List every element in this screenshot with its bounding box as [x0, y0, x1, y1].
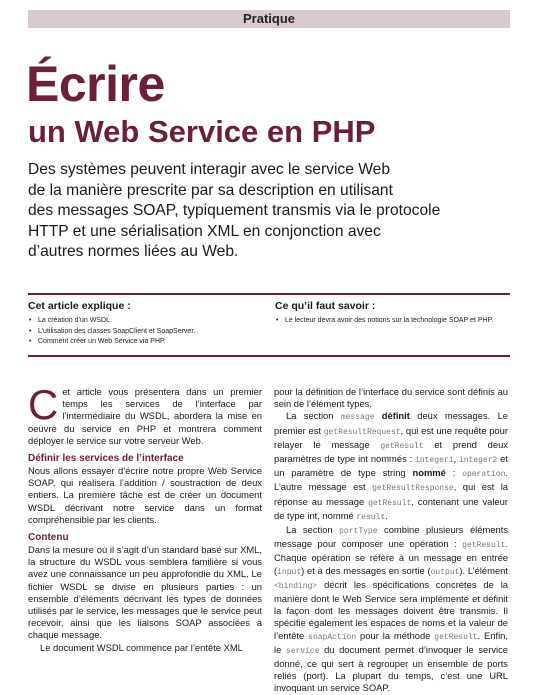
- column-right: [274, 386, 508, 695]
- column-left: [28, 381, 262, 654]
- bold-text: définit: [381, 410, 410, 422]
- text: et prend deux paramètres de type int nommés :: [274, 438, 508, 465]
- code: integer2: [458, 456, 498, 466]
- list-item: • L’utilisation des classes SoapClient et SoapServer.: [28, 327, 263, 338]
- title-line-1: Écrire: [26, 56, 165, 112]
- code: soapAction: [308, 632, 357, 642]
- explique-heading: Cet article explique :: [28, 300, 131, 312]
- explique-box: [28, 300, 263, 348]
- text: du document permet d’invoquer le service donné, ce qui sert à regrouper un ensemble de ports reliés (port). La plupart du temps, c’est une URL invoquant un service SOAP.: [274, 643, 509, 694]
- code: output: [430, 567, 460, 577]
- code: message: [340, 413, 375, 423]
- paragraph-porttype: [274, 524, 508, 695]
- code: getResult: [368, 498, 412, 508]
- paragraph: Dans la mesure où il s’agit d’un standard basé sur XML, la structure du WSDL vous semblera familière si vous avez une connaissance un peu approfondie du XML. Le fichier WSDL se divise en plusieurs parties : un ensemble d’éléments décrivant les types de données utilisés par le service, les messages que le service peut recevoir, ainsi que les liaisons SOAP associées à chaque message.: [28, 544, 262, 641]
- text: ) et à des messages en sortie (: [301, 564, 431, 576]
- lead-line: HTTP et une sérialisation XML en conjonction avec: [28, 222, 381, 240]
- paragraph: pour la définition de l’interface du service sont définis au sein de l’élément types.: [274, 386, 508, 410]
- lead-line: de la manière prescrite par sa description en utilisant: [28, 181, 393, 199]
- text: La section: [286, 410, 341, 422]
- code: getResultResponse: [372, 484, 454, 494]
- code: getResult: [380, 441, 424, 451]
- text: . Chaque opération se réfère à un message en entrée (: [274, 538, 508, 576]
- section-label: Pratique: [242, 11, 295, 26]
- text: combine plusieurs éléments message pour composer une opération :: [274, 524, 509, 550]
- intro-paragraph: [28, 381, 262, 447]
- text: .: [385, 509, 388, 521]
- code: <binding>: [274, 581, 318, 591]
- code: portType: [339, 527, 378, 537]
- list-item: • La création d’un WSDL.: [28, 316, 263, 327]
- code: result: [356, 512, 386, 522]
- code: integer1: [415, 456, 454, 466]
- text: ). L’élément: [459, 564, 508, 576]
- text: [374, 410, 381, 421]
- code: getResult: [462, 541, 506, 551]
- heading-definir: Définir les services de l’interface: [28, 453, 184, 465]
- savoir-heading: Ce qu’il faut savoir :: [275, 300, 376, 312]
- intro-text: et article vous présentera dans un premier temps les services de l’interface par l’intermédiaire du WSDL, abordera la mise en oeuvre du service en PHP et montrera comment déployer le service sur votre serveur Web.: [28, 386, 262, 446]
- code: getResultRequest: [323, 427, 401, 437]
- list-item: • Le lecteur devra avoir des notions sur la technologie SOAP et PHP.: [275, 316, 510, 327]
- lead-line: des messages SOAP, typiquement transmis via le protocole: [28, 202, 441, 220]
- text: deux messages. Le premier est: [274, 410, 508, 436]
- text: :: [445, 467, 463, 479]
- explique-list: [28, 316, 263, 348]
- paragraph: Nous allons essayer d’écrire notre propre Web Service SOAP, qui réalisera l’addition / soustraction de deux entiers. La première tâche est de créer un document WSDL décrivant notre service dans un format compréhensible par les clients.: [28, 465, 262, 525]
- drop-cap: C: [28, 381, 59, 428]
- text: . L’autre message est: [274, 467, 508, 493]
- text: , qui est une requête pour relayer le message: [274, 424, 508, 450]
- code: getResult: [434, 632, 478, 642]
- paragraph: Le document WSDL commence par l’entête XML: [40, 641, 243, 653]
- bold-text: nommé: [412, 467, 446, 479]
- text: , qui est la réponse au message: [274, 481, 508, 507]
- code: service: [285, 646, 320, 656]
- text: . Enfin, le: [274, 629, 508, 655]
- heading-contenu: Contenu: [28, 532, 69, 544]
- savoir-box: [275, 300, 510, 327]
- text: pour la méthode: [356, 629, 435, 641]
- code: input: [277, 567, 302, 577]
- lead-paragraph: [28, 160, 508, 263]
- section-banner: [28, 10, 510, 28]
- text: et un paramètre de type string: [274, 453, 508, 479]
- text: La section: [286, 524, 340, 536]
- divider-top: [28, 293, 510, 295]
- text: décrit les spécifications concrètes de la manière dont le Web Service sera implémenté et définit la façon dont les messages doivent être transmis. Il spécifie également les espaces de noms et la valeur de l’entête: [274, 578, 508, 641]
- text: , contenant une valeur de type int, nommé: [274, 495, 508, 521]
- text: ,: [453, 453, 459, 465]
- paragraph-message: [274, 410, 508, 524]
- savoir-list: [275, 316, 510, 327]
- lead-line: Des systèmes peuvent interagir avec le service Web: [28, 161, 390, 178]
- code: operation: [462, 470, 506, 480]
- title-line-2: un Web Service en PHP: [28, 114, 376, 149]
- lead-line: d’autres normes liées au Web.: [28, 243, 239, 261]
- divider-bottom: [28, 355, 510, 357]
- list-item: • Comment créer un Web Service via PHP.: [28, 337, 263, 348]
